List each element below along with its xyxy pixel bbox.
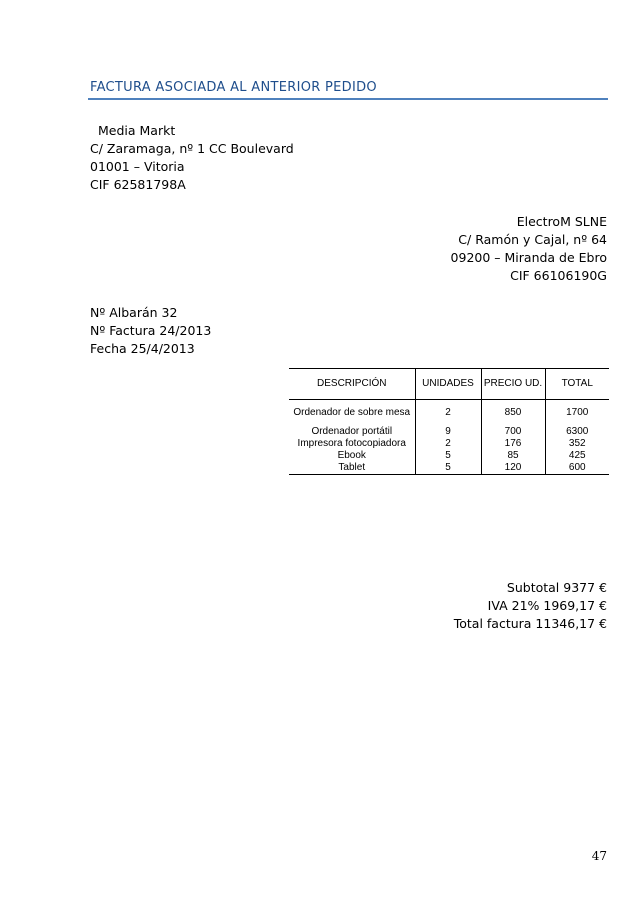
- column-header-total: TOTAL: [545, 369, 609, 400]
- cell-unit-price: 850: [481, 400, 545, 427]
- cell-units: 9: [415, 426, 481, 438]
- column-header-unit-price: PRECIO UD.: [481, 369, 545, 400]
- iva-amount: IVA 21% 1969,17 €: [487, 598, 607, 613]
- albaran-number: Nº Albarán 32: [90, 305, 178, 320]
- cell-total: 352: [545, 438, 609, 450]
- invoice-total: Total factura 11346,17 €: [453, 616, 607, 631]
- supplier-address: C/ Ramón y Cajal, nº 64: [458, 232, 607, 247]
- invoice-number: Nº Factura 24/2013: [90, 323, 212, 338]
- customer-name: Media Markt: [98, 123, 176, 138]
- cell-total: 6300: [545, 426, 609, 438]
- invoice-items-table: [289, 368, 609, 475]
- cell-units: 2: [415, 438, 481, 450]
- title-divider-line: [88, 98, 608, 100]
- supplier-address-block: [451, 213, 607, 285]
- column-header-description: DESCRIPCIÓN: [289, 369, 415, 400]
- page-title: FACTURA ASOCIADA AL ANTERIOR PEDIDO: [90, 80, 377, 95]
- supplier-cif: CIF 66106190G: [510, 268, 607, 283]
- table-row: [289, 400, 609, 427]
- table-header-row: [289, 369, 609, 400]
- cell-total: 425: [545, 450, 609, 462]
- subtotal: Subtotal 9377 €: [506, 580, 607, 595]
- cell-description: Ebook: [337, 450, 366, 461]
- customer-city: 01001 – Vitoria: [90, 159, 185, 174]
- cell-description: Tablet: [289, 462, 415, 475]
- cell-unit-price: 176: [481, 438, 545, 450]
- cell-total: 1700: [545, 400, 609, 427]
- page-number: 47: [591, 849, 607, 863]
- table-row: [289, 438, 609, 450]
- table-row: [289, 450, 609, 462]
- title-divider: [88, 98, 608, 100]
- table-row: [289, 462, 609, 475]
- cell-unit-price: 120: [481, 462, 545, 475]
- column-header-units: UNIDADES: [415, 369, 481, 400]
- cell-description: Impresora fotocopiadora: [297, 438, 406, 449]
- cell-description: Ordenador de sobre mesa: [293, 407, 411, 418]
- table-row: [289, 426, 609, 438]
- cell-units: 5: [415, 462, 481, 475]
- invoice-date: Fecha 25/4/2013: [90, 341, 195, 356]
- totals-block: [454, 579, 607, 633]
- cell-total: 600: [545, 462, 609, 475]
- customer-address: C/ Zaramaga, nº 1 CC Boulevard: [90, 141, 294, 156]
- supplier-city: 09200 – Miranda de Ebro: [450, 250, 607, 265]
- supplier-name: ElectroM SLNE: [516, 214, 607, 229]
- cell-unit-price: 700: [481, 426, 545, 438]
- cell-description: Ordenador portátil: [311, 426, 393, 437]
- customer-cif: CIF 62581798A: [90, 177, 186, 192]
- cell-units: 5: [415, 450, 481, 462]
- customer-address-block: [90, 122, 294, 194]
- invoice-meta-block: [90, 304, 211, 358]
- cell-units: 2: [415, 400, 481, 427]
- cell-unit-price: 85: [481, 450, 545, 462]
